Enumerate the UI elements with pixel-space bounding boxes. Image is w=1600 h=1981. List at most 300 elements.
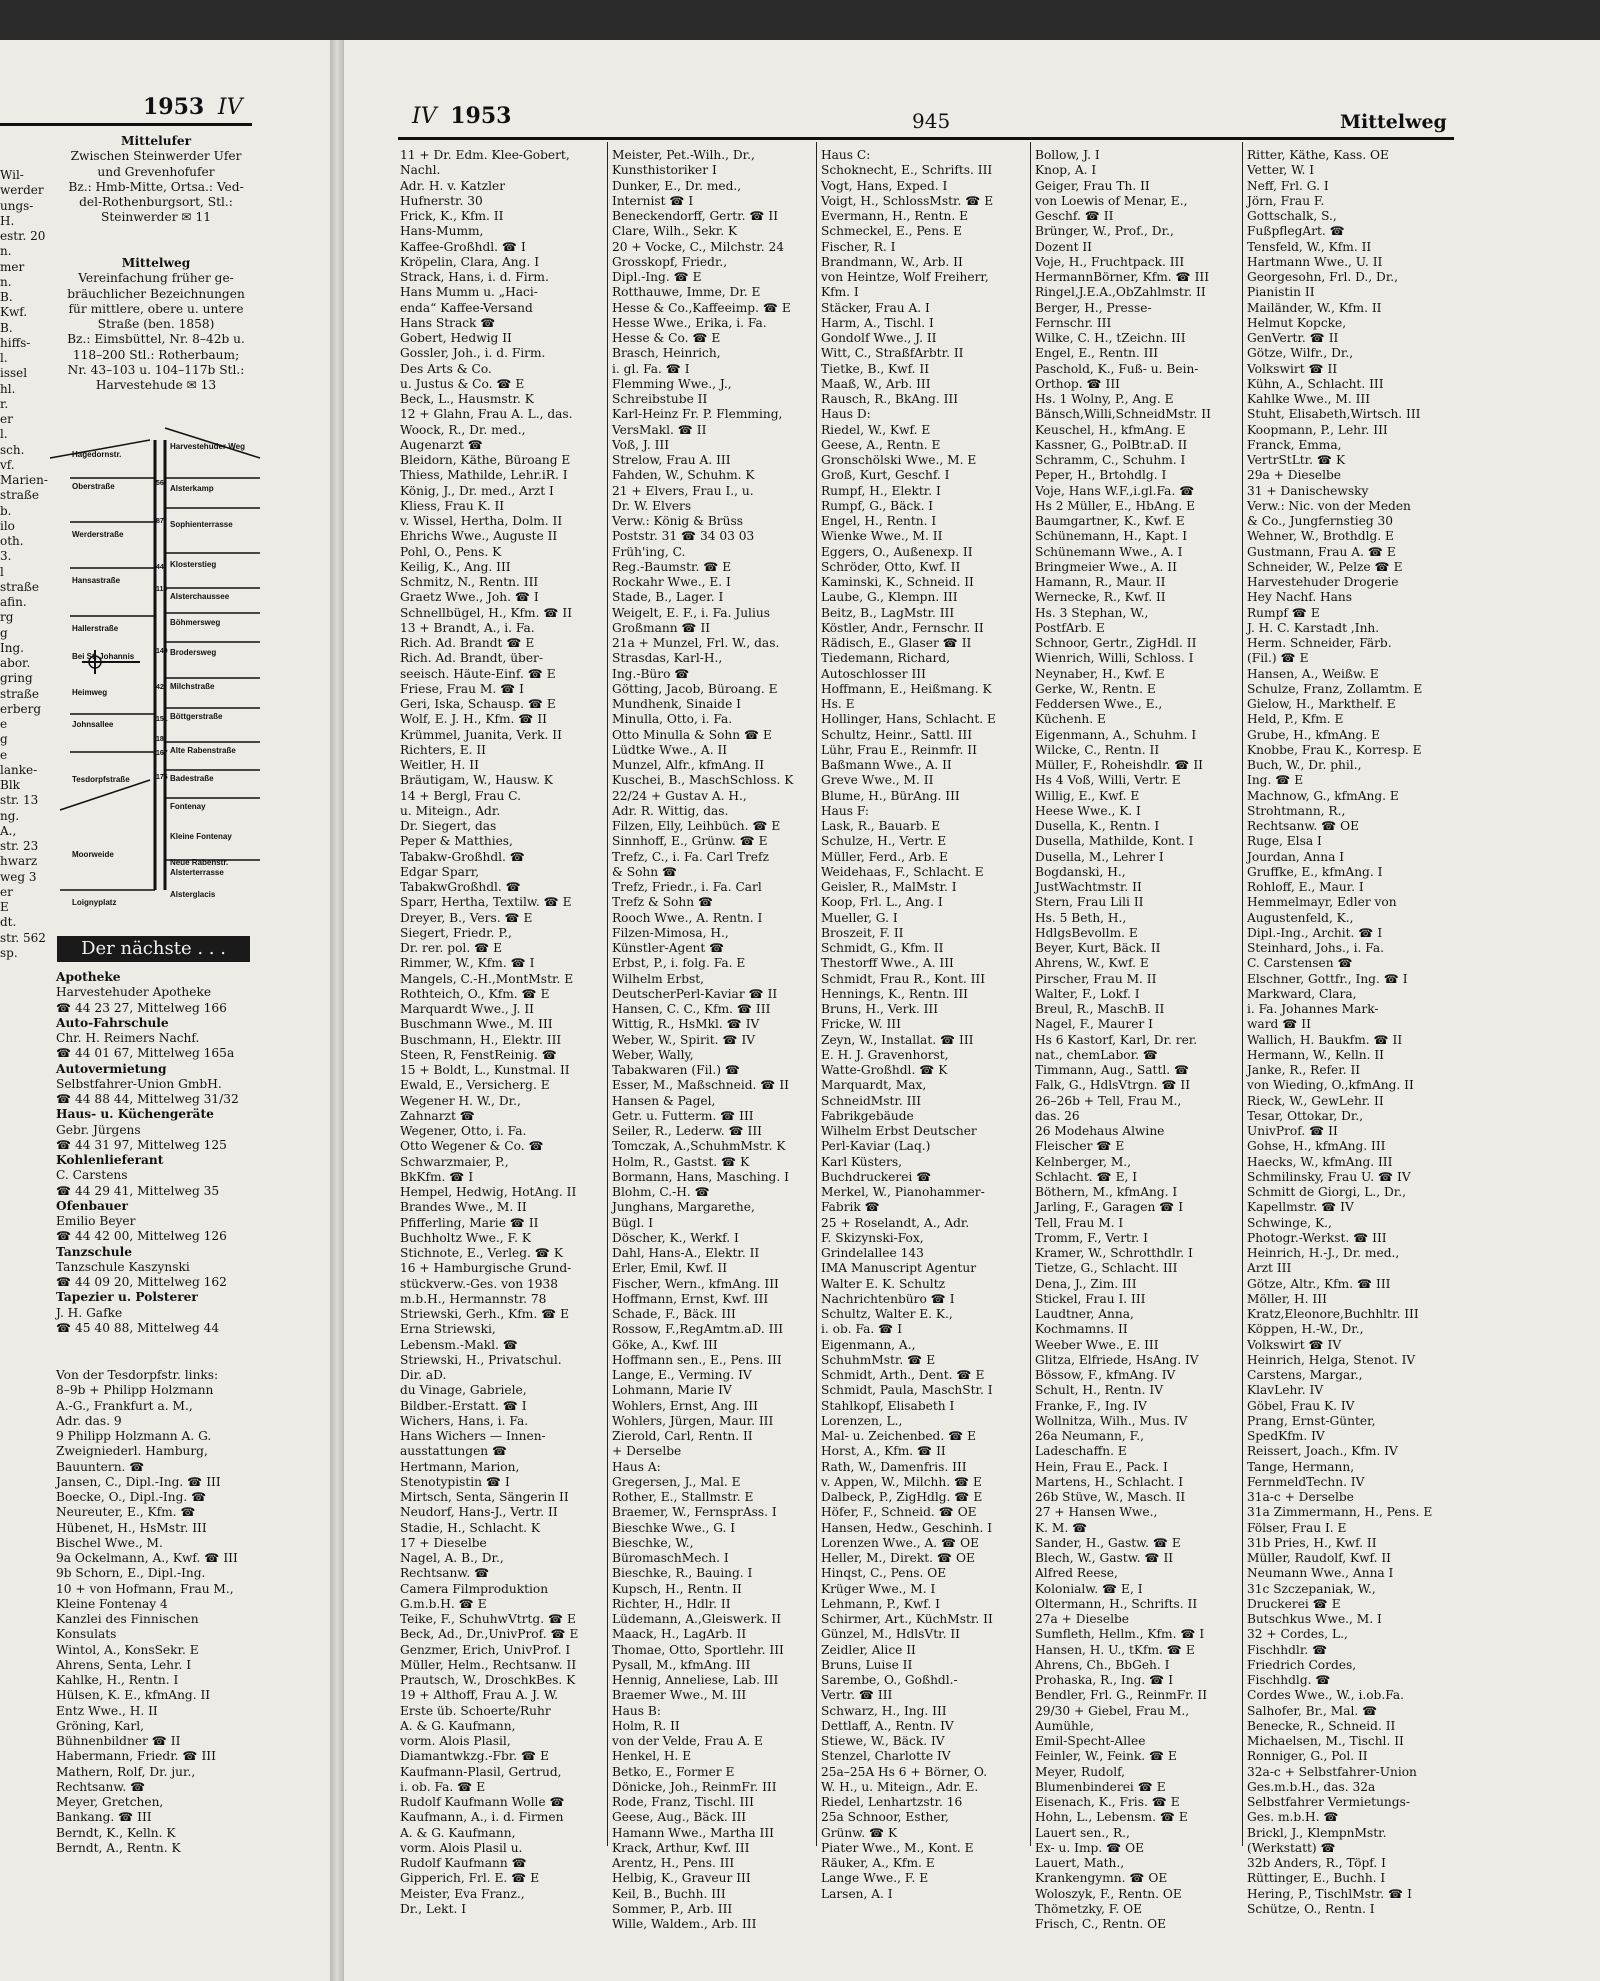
directory-entry: Laube, G., Klempn. III [821, 590, 958, 605]
directory-entry: Ges.m.b.H., das. 32a [1247, 1779, 1376, 1794]
directory-entry: Ahrens, Senta, Lehr. I [56, 1657, 192, 1672]
directory-entry: Otto Wegener & Co. ☎ [400, 1139, 544, 1154]
directory-entry: Keilig, K., Ang. III [400, 559, 511, 574]
directory-entry: DeutscherPerl-Kaviar ☎ II [612, 986, 778, 1001]
directory-entry: Döscher, K., Werkf. I [612, 1230, 739, 1245]
directory-entry: Rechtsanw. ☎ [400, 1566, 490, 1581]
edge-text-fragment: estr. 20 [0, 229, 46, 243]
directory-entry: Kolonialw. ☎ E, I [1035, 1581, 1143, 1596]
directory-entry: Wilke, C. H., tZeichn. III [1035, 331, 1186, 345]
directory-entry: Götze, Altr., Kfm. ☎ III [1247, 1276, 1391, 1291]
directory-entry: Kramer, W., Schrotthdlr. I [1035, 1246, 1193, 1260]
edge-text-fragment: er [0, 884, 13, 899]
directory-entry: Götting, Jacob, Büroang. E [612, 681, 778, 696]
map-street-label: Sophienterrasse [170, 520, 233, 529]
directory-entry: Engel, H., Rentn. I [821, 514, 937, 528]
edge-text-fragment: abor. [0, 656, 31, 670]
directory-entry: Strelow, Frau A. III [612, 453, 731, 467]
directory-entry: Feddersen Wwe., E., [1035, 697, 1163, 711]
directory-entry: von Loewis of Menar, E., [1035, 193, 1188, 208]
directory-entry: Sinnhoff, E., Grünw. ☎ E [612, 834, 768, 849]
directory-entry: Hey Nachf. Hans [1247, 590, 1353, 605]
directory-entry: Meister, Pet.-Wilh., Dr., [612, 148, 755, 162]
directory-entry: Entz Wwe., H. II [56, 1703, 158, 1718]
directory-entry: Wernecke, R., Kwf. II [1035, 590, 1166, 605]
map-street-label: Milchstraße [170, 682, 215, 691]
directory-entry: nat., chemLabor. ☎ [1035, 1047, 1158, 1062]
directory-entry: Weber, W., Spirit. ☎ IV [612, 1032, 756, 1047]
directory-entry: Flemming Wwe., J., [612, 376, 732, 391]
directory-entry: KlavLehr. IV [1247, 1383, 1324, 1398]
directory-entry: Fahden, W., Schuhm. K [612, 468, 755, 483]
directory-entry: Kaffee-Großhdl. ☎ I [400, 239, 526, 254]
directory-entry: Ritter, Käthe, Kass. OE [1247, 148, 1389, 162]
directory-entry: 14 + Bergl, Frau C. [400, 788, 521, 803]
directory-entry: Lauert, Math., [1035, 1856, 1125, 1870]
directory-entry: Haus D: [821, 407, 871, 422]
directory-entry: Dusella, Mathilde, Kont. I [1035, 834, 1194, 849]
directory-entry: Schwarzmaier, P., [400, 1154, 509, 1169]
directory-entry: seeisch. Häute-Einf. ☎ E [400, 666, 556, 681]
directory-entry: Hemmelmayr, Edler von [1247, 895, 1397, 910]
map-street-label: Alsterchaussee [170, 592, 230, 601]
directory-entry: Peper & Matthies, [400, 834, 513, 849]
directory-entry: Zierold, Carl, Rentn. II [612, 1429, 753, 1443]
edge-text-fragment: H. [0, 213, 15, 228]
directory-entry: Nagel, A. B., Dr., [400, 1551, 504, 1565]
directory-entry: Hs. 3 Stephan, W., [1035, 605, 1149, 620]
directory-entry: Schmidt, Arth., Dent. ☎ E [821, 1368, 985, 1382]
directory-entry: Wallich, H. Baukfm. ☎ II [1247, 1032, 1403, 1047]
directory-entry: Graetz Wwe., Joh. ☎ I [400, 590, 539, 605]
directory-entry: 32b Anders, R., Töpf. I [1247, 1856, 1386, 1870]
directory-entry: Wichers, Hans, i. Fa. [400, 1413, 529, 1428]
mittelufer-line: del-Rothenburgsort, Stl.: [79, 195, 233, 209]
directory-entry: Fleischer ☎ E [1035, 1139, 1125, 1154]
edge-text-fragment: n. [0, 274, 12, 289]
directory-entry: Fabrikgebäude [821, 1108, 914, 1123]
der-naechste-list [56, 970, 256, 1336]
directory-entry: Camera Filmproduktion [400, 1581, 549, 1596]
directory-entry: Elschner, Gottfr., Ing. ☎ I [1247, 971, 1408, 986]
directory-entry: Lorenzen, L., [821, 1413, 903, 1428]
directory-entry: Krümmel, Juanita, Verk. II [400, 727, 562, 742]
directory-entry: Tell, Frau M. I [1035, 1215, 1124, 1230]
left-page-entries [56, 1368, 256, 1856]
directory-entry: Pirscher, Frau M. II [1035, 971, 1157, 986]
edge-text-fragment: weg 3 [0, 869, 37, 884]
directory-entry: Martens, H., Schlacht. I [1035, 1474, 1184, 1489]
directory-entry: Clare, Wilh., Sekr. K [612, 224, 738, 239]
column-divider [816, 142, 817, 1846]
directory-entry: Hinqst, C., Pens. OE [821, 1566, 947, 1581]
directory-entry: Eisenach, K., Fris. ☎ E [1035, 1795, 1180, 1809]
directory-entry: Köppen, H.-W., Dr., [1247, 1322, 1364, 1337]
directory-entry: Harvestehuder Drogerie [1247, 575, 1399, 589]
directory-entry: Schünemann, H., Kapt. I [1035, 529, 1188, 544]
directory-entry: Rumpf ☎ E [1247, 605, 1320, 620]
naechste-line: Selbstfahrer-Union GmbH. [56, 1076, 222, 1091]
directory-entry: Schwarz, H., Ing. III [821, 1703, 947, 1718]
directory-entry: Hs. E [821, 697, 855, 711]
directory-entry: Adr. H. v. Katzler [400, 178, 506, 193]
naechste-line: Tanzschule [56, 1244, 132, 1259]
directory-entry: Göbel, Frau K. IV [1247, 1398, 1355, 1413]
directory-entry: Betko, E., Former E [612, 1764, 735, 1779]
directory-entry: Wille, Waldem., Arb. III [612, 1917, 757, 1931]
directory-entry: Augenarzt ☎ [400, 437, 483, 452]
directory-entry: Zeyn, W., Installat. ☎ III [821, 1032, 974, 1047]
directory-entry: Wohlers, Ernst, Ang. III [612, 1398, 758, 1413]
mittelufer-section [56, 134, 256, 226]
directory-entry: Koopmann, P., Lehr. III [1247, 422, 1388, 437]
naechste-line: Auto-Fahrschule [56, 1015, 169, 1030]
directory-entry: Hoffmann sen., E., Pens. III [612, 1352, 782, 1367]
directory-entry: Fabrik ☎ [821, 1200, 880, 1215]
directory-entry: Geschf. ☎ II [1035, 209, 1114, 223]
directory-entry: Steen, R, FenstReinig. ☎ [400, 1047, 557, 1062]
directory-entry: Karl Küsters, [821, 1154, 902, 1169]
directory-entry: Jarling, F., Garagen ☎ I [1035, 1200, 1184, 1215]
directory-entry: Stern, Frau Lili II [1035, 895, 1144, 910]
directory-entry: Knobbe, Frau K., Korresp. E [1247, 742, 1422, 757]
directory-entry: Ges. m.b.H. ☎ [1247, 1810, 1339, 1825]
directory-entry: stückverw.-Ges. von 1938 [400, 1276, 559, 1291]
directory-entry: Otto Minulla & Sohn ☎ E [612, 727, 772, 742]
directory-entry: Lask, R., Bauarb. E [821, 819, 941, 833]
directory-entry: Gregersen, J., Mal. E [612, 1474, 741, 1489]
edge-text-fragment: hl. [0, 381, 16, 396]
directory-entry: Adr. das. 9 [56, 1413, 122, 1428]
directory-entry: Friedrich Cordes, [1247, 1657, 1357, 1672]
directory-entry: Eggers, O., Außenexp. II [821, 544, 973, 559]
directory-entry: Kahlke Wwe., M. III [1247, 392, 1371, 406]
directory-entry: Stiewe, W., Bäck. IV [821, 1734, 945, 1748]
directory-entry: Weitler, H. II [400, 758, 479, 772]
directory-entry: Fernschr. III [1035, 315, 1112, 330]
directory-entry: Brasch, Heinrich, [612, 346, 721, 361]
directory-entry: Hansen, A., Weißw. E [1247, 666, 1379, 681]
directory-entry: Braemer Wwe., M. III [612, 1688, 747, 1703]
left-header-year: 1953 [143, 94, 205, 120]
directory-entry: Mundhenk, Sinaide I [612, 697, 741, 711]
directory-entry: ausstattungen ☎ [400, 1444, 508, 1459]
directory-entry: Reg.-Baumstr. ☎ E [612, 559, 732, 574]
map-house-number: 114 [156, 586, 168, 593]
map-street-label: Böhmersweg [170, 618, 221, 627]
directory-entry: Mathern, Rolf, Dr. jur., [56, 1764, 196, 1779]
directory-entry: F. Skizynski-Fox, [821, 1230, 924, 1245]
directory-entry: Baßmann Wwe., A. II [821, 758, 952, 772]
directory-entry: Hering, P., TischlMstr. ☎ I [1247, 1886, 1412, 1901]
directory-entry: Striewski, H., Privatschul. [400, 1352, 562, 1367]
directory-entry: Schoknecht, E., Schrifts. III [821, 163, 993, 178]
edge-text-fragment: str. 13 [0, 793, 39, 808]
directory-entry: Zweigniederl. Hamburg, [56, 1444, 208, 1459]
directory-entry: Horst, A., Kfm. ☎ II [821, 1444, 946, 1459]
edge-text-fragment: A., [0, 823, 17, 838]
directory-entry: Wegener H. W., Dr., [400, 1093, 521, 1108]
edge-text-fragment: mer [0, 259, 25, 274]
directory-entry: Rudolf Kaufmann ☎ [400, 1856, 527, 1870]
edge-text-fragment: B. [0, 320, 13, 335]
map-street-label: Alsterterrasse [170, 868, 224, 877]
directory-entry: 21 + Elvers, Frau I., u. [612, 483, 754, 498]
directory-entry: Holm, R., Gastst. ☎ K [612, 1154, 750, 1169]
directory-entry: + Derselbe [612, 1444, 682, 1459]
directory-entry: Kratz,Eleonore,Buchhltr. III [1247, 1307, 1419, 1321]
directory-entry: Jörn, Frau F. [1247, 193, 1325, 208]
directory-column-5 [1247, 148, 1451, 1916]
directory-entry: Tabakwaren (Fil.) ☎ [612, 1063, 741, 1077]
directory-entry: 31a Zimmermann, H., Pens. E [1247, 1505, 1433, 1520]
directory-entry: Blech, W., Gastw. ☎ II [1035, 1551, 1174, 1565]
directory-entry: Stickel, Frau I. III [1035, 1291, 1146, 1306]
directory-entry: Großmann ☎ II [612, 620, 711, 635]
directory-entry: Marquardt, Max, [821, 1078, 927, 1093]
directory-entry: v. Wissel, Hertha, Dolm. II [400, 514, 563, 528]
directory-entry: Prautsch, W., DroschkBes. K [400, 1673, 576, 1687]
directory-entry: Dr. Siegert, das [400, 819, 497, 833]
directory-entry: Stade, B., Lager. I [612, 590, 724, 605]
directory-entry: Kanzlei des Finnischen [56, 1612, 199, 1626]
directory-entry: Karl-Heinz Fr. P. Flemming, [612, 407, 783, 422]
der-naechste-banner: Der nächste . . . [57, 936, 250, 962]
directory-entry: Meyer, Gretchen, [56, 1795, 164, 1809]
directory-entry: Von der Tesdorpfstr. links: [56, 1368, 219, 1382]
directory-entry: Minulla, Otto, i. Fa. [612, 712, 733, 727]
directory-entry: Thestorff Wwe., A. III [821, 956, 954, 971]
directory-entry: Seiler, R., Lederw. ☎ III [612, 1124, 762, 1138]
directory-entry: Adr. R. Wittig, das. [612, 803, 729, 818]
directory-entry: Verw.: Nic. von der Meden [1247, 498, 1411, 513]
directory-entry: Buschmann Wwe., M. III [400, 1017, 553, 1032]
directory-entry: Haus A: [612, 1459, 661, 1474]
directory-entry: Tesar, Ottokar, Dr., [1247, 1108, 1364, 1123]
directory-entry: Koop, Frl. L., Ang. I [821, 895, 943, 910]
directory-entry: Brandes Wwe., M. II [400, 1200, 527, 1215]
directory-entry: Photogr.-Werkst. ☎ III [1247, 1230, 1387, 1245]
directory-entry: von der Velde, Frau A. E [612, 1734, 763, 1748]
edge-text-fragment: n. [0, 244, 12, 259]
directory-entry: Trefz, Friedr., i. Fa. Carl [612, 880, 762, 894]
directory-entry: Butschkus Wwe., M. I [1247, 1612, 1382, 1626]
directory-entry: Feinler, W., Feink. ☎ E [1035, 1749, 1177, 1764]
edge-text-fragment: werder [0, 183, 44, 198]
directory-entry: HermannBörner, Kfm. ☎ III [1035, 270, 1210, 284]
directory-entry: Schmitt de Giorgi, L., Dr., [1247, 1185, 1407, 1199]
directory-entry: 20 + Vocke, C., Milchstr. 24 [612, 239, 785, 254]
column-divider [1242, 142, 1243, 1846]
directory-entry: Hufnerstr. 30 [400, 193, 483, 208]
directory-entry: Riedel, Lenhartzstr. 16 [821, 1795, 963, 1809]
directory-entry: Druckerei ☎ E [1247, 1596, 1341, 1611]
directory-entry: 21a + Munzel, Frl. W., das. [612, 636, 780, 650]
directory-entry: Schmitz, N., Rentn. III [400, 575, 539, 589]
edge-text-fragment: straße [0, 579, 39, 594]
directory-entry: Geese, A., Rentn. E [821, 437, 941, 452]
directory-entry: Hamann Wwe., Martha III [612, 1825, 774, 1840]
map-house-number: 151 [156, 716, 168, 723]
directory-entry: 26a Neumann, F., [1035, 1429, 1144, 1443]
directory-entry: Bühnenbildner ☎ II [56, 1734, 181, 1748]
directory-entry: Dettlaff, A., Rentn. IV [821, 1718, 954, 1733]
directory-entry: Dunker, E., Dr. med., [612, 178, 742, 193]
directory-entry: Internist ☎ I [612, 193, 694, 208]
edge-text-fragment: afin. [0, 595, 27, 609]
directory-entry: Schneider, W., Pelze ☎ E [1247, 559, 1403, 574]
directory-entry: 31 + Danischewsky [1247, 483, 1369, 498]
directory-entry: Mal- u. Zeichenbed. ☎ E [821, 1429, 977, 1443]
directory-entry: Volkswirt ☎ IV [1247, 1337, 1342, 1352]
directory-entry: Bieschke Wwe., G. I [612, 1520, 736, 1535]
directory-entry: Salhofer, Br., Mal. ☎ [1247, 1703, 1378, 1718]
directory-entry: Bössow, F., kfmAng. IV [1035, 1368, 1176, 1382]
directory-entry: Tiedemann, Richard, [821, 651, 951, 666]
naechste-line: Tanzschule Kaszynski [56, 1259, 190, 1274]
directory-entry: TabakwGroßhdl. ☎ [400, 880, 521, 894]
directory-entry: 25a Schnoor, Esther, [821, 1810, 949, 1825]
directory-entry: Lüdemann, A.,Gleiswerk. II [612, 1612, 782, 1626]
naechste-line: ☎ 44 42 00, Mittelweg 126 [56, 1229, 227, 1244]
directory-entry: Rädisch, E., Glaser ☎ II [821, 636, 972, 650]
directory-entry: Köstler, Andr., Fernschr. II [821, 620, 984, 635]
directory-entry: Rath, W., Damenfris. III [821, 1459, 967, 1474]
edge-text-fragment: vf. [0, 457, 15, 472]
edge-text-fragment: r. [0, 396, 9, 411]
directory-entry: Wohlers, Jürgen, Maur. III [612, 1413, 774, 1428]
directory-entry: Keil, B., Buchh. III [612, 1886, 726, 1901]
directory-entry: Gerke, W., Rentn. E [1035, 681, 1156, 696]
directory-entry: Esser, M., Maßschneid. ☎ II [612, 1078, 789, 1093]
directory-entry: & Sohn ☎ [612, 864, 678, 879]
directory-entry: Maack, H., LagArb. II [612, 1627, 747, 1642]
directory-entry: Kassner, G., PolBtr.aD. II [1035, 437, 1188, 452]
directory-entry: Kochmamns. II [1035, 1322, 1128, 1337]
directory-entry: Ing. ☎ E [1247, 773, 1304, 788]
directory-entry: 32 + Cordes, L., [1247, 1627, 1348, 1642]
edge-text-fragment: e [0, 717, 8, 731]
directory-entry: Blumenbinderei ☎ E [1035, 1779, 1166, 1794]
edge-text-fragment: str. 23 [0, 839, 39, 853]
directory-entry: FußpflegArt. ☎ [1247, 224, 1345, 239]
directory-entry: Rechtsanw. ☎ OE [1247, 819, 1360, 833]
directory-entry: PostfArb. E [1035, 620, 1105, 635]
directory-entry: Orthop. ☎ III [1035, 376, 1120, 391]
directory-entry: Geiger, Frau Th. II [1035, 178, 1150, 193]
mittelufer-line: Zwischen Steinwerder Ufer [70, 149, 242, 164]
directory-entry: 26–26b + Tell, Frau M., [1035, 1093, 1182, 1108]
directory-entry: Walter E. K. Schultz [821, 1276, 946, 1291]
directory-entry: Schwinge, K., [1247, 1215, 1332, 1230]
directory-entry: Neudorf, Hans-J., Vertr. II [400, 1505, 558, 1520]
directory-entry: Bischel Wwe., M. [56, 1535, 163, 1550]
directory-entry: Strohtmann, R., [1247, 803, 1346, 818]
directory-entry: Eigenmann, A., Schuhm. I [1035, 727, 1197, 742]
directory-entry: Höfer, F., Schneid. ☎ OE [821, 1505, 977, 1520]
directory-entry: Erler, Emil, Kwf. II [612, 1261, 728, 1276]
directory-entry: 31c Szczepaniak, W., [1247, 1581, 1376, 1596]
directory-entry: 13 + Brandt, A., i. Fa. [400, 620, 535, 635]
directory-entry: Neynaber, H., Kwf. E [1035, 666, 1165, 681]
directory-entry: Rich. Ad. Brandt, über- [400, 651, 544, 666]
directory-entry: Vertr. ☎ III [821, 1688, 893, 1703]
directory-entry: 9b Schorn, E., Dipl.-Ing. [56, 1566, 206, 1581]
directory-entry: Dusella, K., Rentn. I [1035, 819, 1160, 833]
map-street-label: Tesdorpfstraße [72, 775, 130, 784]
mittelweg-intro-line: Harvestehude ✉ 13 [95, 378, 217, 392]
directory-entry: Stenotypistin ☎ I [400, 1474, 510, 1489]
edge-text-fragment: B. [0, 290, 13, 304]
directory-entry: Tietke, B., Kwf. II [821, 361, 930, 376]
map-street-label: Alsterglacis [170, 890, 216, 899]
directory-entry: Rode, Franz, Tischl. III [612, 1795, 754, 1809]
directory-entry: Knop, A. I [1035, 163, 1097, 178]
directory-entry: Hoffmann, E., Heißmang. K [821, 681, 992, 696]
edge-text-fragment: sp. [0, 945, 18, 960]
directory-entry: K. M. ☎ [1035, 1520, 1088, 1535]
directory-entry: Groß, Kurt, Geschf. I [821, 468, 950, 483]
mittelweg-intro-line: Mittelweg [121, 256, 191, 270]
directory-entry: Pohl, O., Pens. K [400, 544, 502, 559]
directory-entry: Tensfeld, W., Kfm. II [1247, 239, 1372, 254]
naechste-line: ☎ 44 29 41, Mittelweg 35 [56, 1183, 220, 1198]
directory-entry: Rudolf Kaufmann Wolle ☎ [400, 1795, 565, 1809]
directory-entry: Rossow, F.,RegAmtm.aD. III [612, 1322, 784, 1337]
directory-entry: du Vinage, Gabriele, [400, 1383, 527, 1398]
map-house-number: 176 [156, 774, 168, 781]
directory-entry: Strack, Hans, i. d. Firm. [400, 270, 549, 284]
directory-entry: Pysall, M., kfmAng. III [612, 1657, 751, 1672]
directory-entry: Geisler, R., MalMstr. I [821, 880, 957, 894]
directory-entry: Perl-Kaviar (Laq.) [821, 1139, 931, 1154]
directory-entry: Gipperich, Frl. E. ☎ E [400, 1871, 540, 1886]
directory-entry: Janke, R., Refer. II [1247, 1063, 1361, 1077]
directory-entry: von Heintze, Wolf Freiherr, [821, 270, 989, 284]
directory-entry: Müller, F., Roheishdlr. ☎ II [1035, 758, 1203, 772]
directory-entry: Schnoor, Gertr., ZigHdl. II [1035, 636, 1197, 650]
directory-entry: Selbstfahrer Vermietungs- [1247, 1795, 1410, 1809]
directory-entry: Tange, Hermann, [1247, 1459, 1355, 1474]
directory-entry: Genzmer, Erich, UnivProf. I [400, 1642, 571, 1657]
directory-column-3 [821, 148, 1025, 1901]
map-street-label: Böttgerstraße [170, 712, 223, 721]
directory-entry: Wolf, E. J. H., Kfm. ☎ II [400, 712, 547, 727]
directory-entry: Poststr. 31 ☎ 34 03 03 [612, 529, 755, 544]
directory-entry: Sarembe, O., Goßhdl.- [821, 1673, 958, 1687]
directory-entry: Bräutigam, W., Hausw. K [400, 773, 553, 788]
directory-entry: Rumpf, H., Elektr. I [821, 483, 941, 498]
directory-entry: Hoffmann, Ernst, Kwf. III [612, 1291, 769, 1306]
directory-entry: Grindelallee 143 [821, 1246, 924, 1260]
directory-entry: Böthern, M., kfmAng. I [1035, 1185, 1178, 1199]
directory-entry: Kuschei, B., MaschSchloss. K [612, 773, 794, 788]
directory-entry: Ladeschaffn. E [1035, 1444, 1127, 1459]
directory-entry: Kaminski, K., Schneid. II [821, 575, 974, 589]
map-street-label: Alsterkamp [170, 484, 214, 493]
directory-entry: Harm, A., Tischl. I [821, 315, 934, 330]
directory-entry: Schlacht. ☎ E, I [1035, 1169, 1138, 1184]
directory-entry: Michaelsen, M., Tischl. II [1247, 1734, 1404, 1748]
map-street-label: Klosterstieg [170, 560, 217, 569]
directory-entry: Hesse Wwe., Erika, i. Fa. [612, 315, 767, 330]
directory-entry: Rausch, R., BkAng. III [821, 392, 959, 406]
directory-entry: Beitz, B., LagMstr. III [821, 605, 955, 620]
directory-entry: Aumühle, [1035, 1718, 1094, 1733]
directory-entry: Schnellbügel, H., Kfm. ☎ II [400, 605, 573, 620]
directory-column-2 [612, 148, 812, 1931]
directory-entry: Beck, L., Hausmstr. K [400, 392, 534, 406]
